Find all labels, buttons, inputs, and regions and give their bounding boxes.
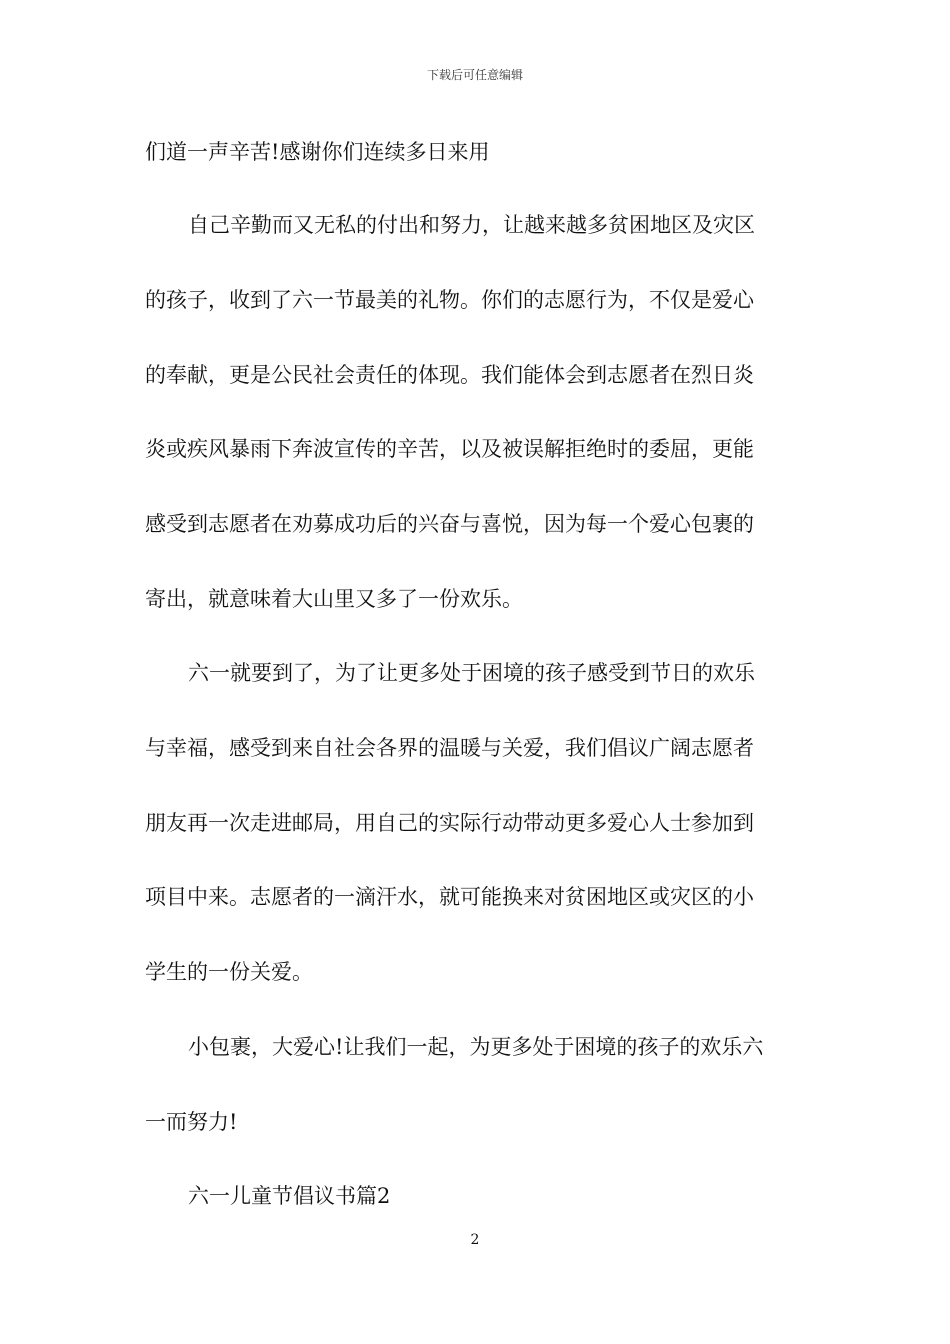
body-line: 寄出，就意味着大山里又多了一份欢乐。 <box>145 587 523 611</box>
body-line: 一而努力! <box>145 1110 238 1134</box>
page-header: 下载后可任意编辑 <box>426 68 523 82</box>
body-line: 的奉献，更是公民社会责任的体现。我们能体会到志愿者在烈日炎 <box>145 363 754 387</box>
body-line: 感受到志愿者在劝募成功后的兴奋与喜悦，因为每一个爱心包裹的 <box>145 512 754 536</box>
body-line: 项目中来。志愿者的一滴汗水，就可能换来对贫困地区或灾区的小 <box>145 885 754 909</box>
paragraph-start-line: 小包裹，大爱心!让我们一起，为更多处于困境的孩子的欢乐六 <box>188 1035 764 1059</box>
body-line: 们道一声辛苦!感谢你们连续多日来用 <box>145 140 490 164</box>
paragraph-start-line: 自己辛勤而又无私的付出和努力，让越来越多贫困地区及灾区 <box>188 213 755 237</box>
body-line: 的孩子，收到了六一节最美的礼物。你们的志愿行为，不仅是爱心 <box>145 288 754 312</box>
page-number: 2 <box>470 1232 480 1248</box>
paragraph-start-line: 六一就要到了，为了让更多处于困境的孩子感受到节日的欢乐 <box>188 661 755 685</box>
body-line: 朋友再一次走进邮局，用自己的实际行动带动更多爱心人士参加到 <box>145 811 754 835</box>
body-line: 学生的一份关爱。 <box>145 960 313 984</box>
section-heading: 六一儿童节倡议书篇2 <box>188 1184 391 1208</box>
body-line: 炎或疾风暴雨下奔波宣传的辛苦，以及被误解拒绝时的委屈，更能 <box>145 437 754 461</box>
body-line: 与幸福，感受到来自社会各界的温暖与关爱，我们倡议广阔志愿者 <box>145 736 754 760</box>
